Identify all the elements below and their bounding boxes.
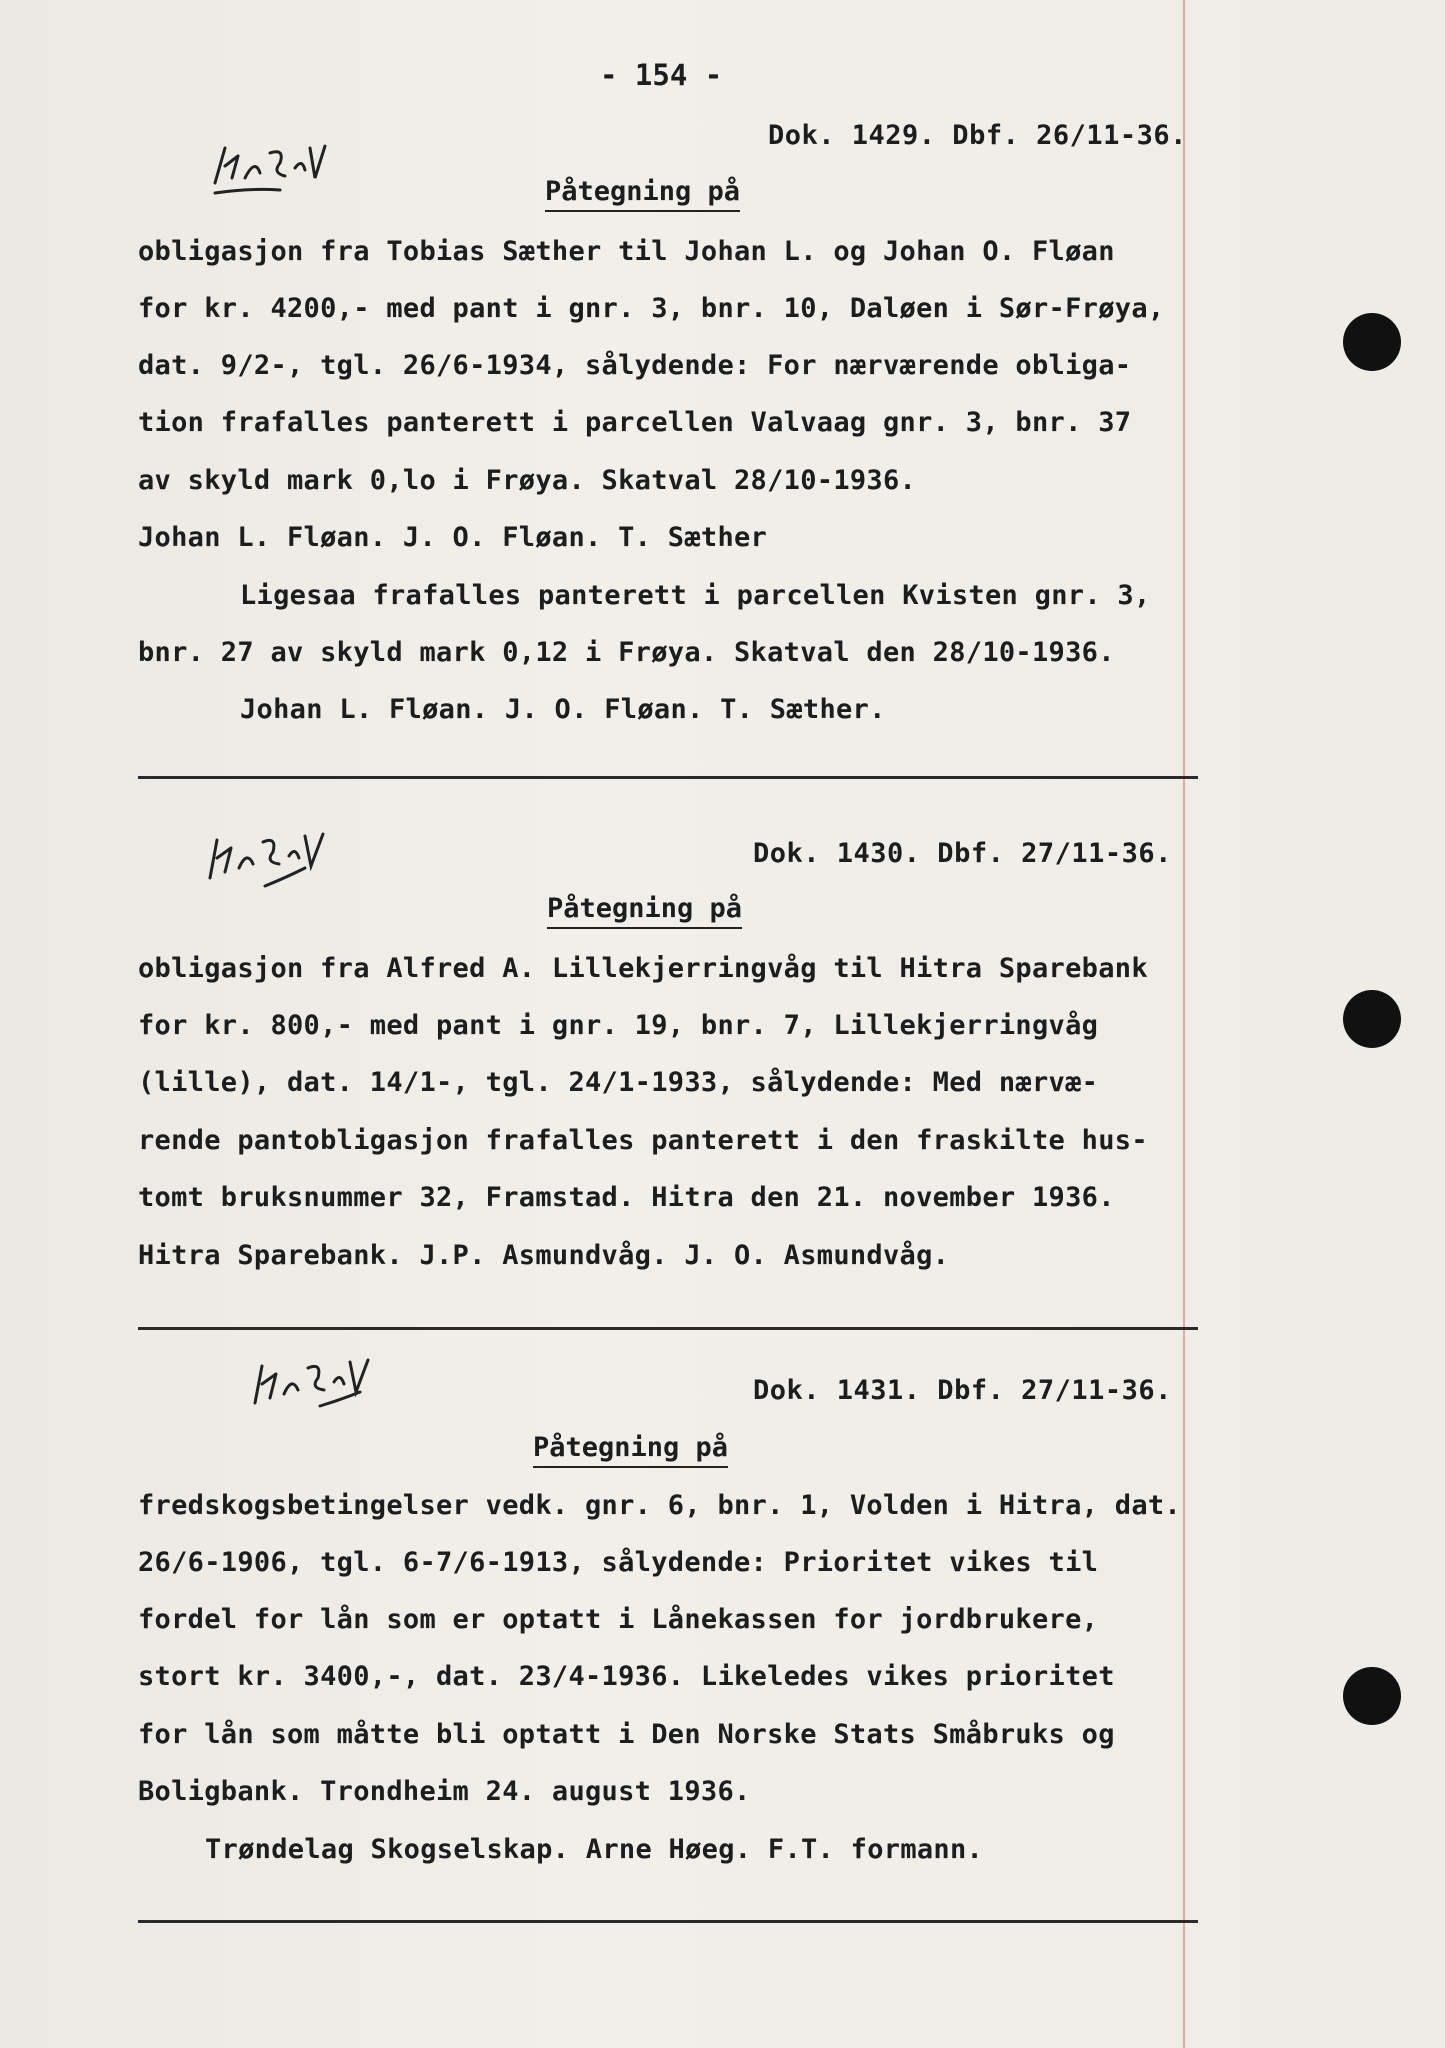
punch-hole <box>1343 313 1401 371</box>
page-number: - 154 - <box>600 58 723 92</box>
text-line: av skyld mark 0,lo i Frøya. Skatval 28/10-1936. <box>138 465 917 496</box>
text-line: tion frafalles panterett i parcellen Valvaag gnr. 3, bnr. 37 <box>138 407 1132 438</box>
punch-hole <box>1343 990 1401 1048</box>
text-line: 26/6-1906, tgl. 6-7/6-1913, sålydende: Prioritet vikes til <box>138 1547 1099 1578</box>
margin-line <box>1183 0 1185 2048</box>
signature-line: Johan L. Fløan. J. O. Fløan. T. Sæther. <box>240 694 886 725</box>
text-line: fredskogsbetingelser vedk. gnr. 6, bnr. 1, Volden i Hitra, dat. <box>138 1490 1181 1521</box>
text-line: Ligesaa frafalles panterett i parcellen Kvisten gnr. 3, <box>240 580 1151 611</box>
doc-reference: Dok. 1430. Dbf. 27/11-36. <box>753 838 1172 869</box>
section-divider <box>138 776 1198 779</box>
handwritten-note <box>210 138 360 198</box>
text-line: dat. 9/2-, tgl. 26/6-1934, sålydende: For nærværende obliga- <box>138 350 1132 381</box>
text-line: obligasjon fra Alfred A. Lillekjerringvåg til Hitra Sparebank <box>138 953 1148 984</box>
text-line: for lån som måtte bli optatt i Den Norske Stats Småbruks og <box>138 1719 1115 1750</box>
handwritten-note <box>205 828 355 888</box>
text-line: fordel for lån som er optatt i Lånekassen for jordbrukere, <box>138 1604 1099 1635</box>
signature-line: Trøndelag Skogselskap. Arne Høeg. F.T. formann. <box>205 1834 984 1865</box>
entry-heading: Påtegning på <box>533 1432 728 1468</box>
doc-reference: Dok. 1429. Dbf. 26/11-36. <box>768 120 1187 151</box>
section-divider <box>138 1920 1198 1923</box>
text-line: bnr. 27 av skyld mark 0,12 i Frøya. Skatval den 28/10-1936. <box>138 637 1115 668</box>
doc-reference: Dok. 1431. Dbf. 27/11-36. <box>753 1375 1172 1406</box>
text-line: for kr. 800,- med pant i gnr. 19, bnr. 7, Lillekjerringvåg <box>138 1010 1099 1041</box>
handwritten-note <box>250 1348 400 1408</box>
entry-heading: Påtegning på <box>545 176 740 212</box>
text-line: for kr. 4200,- med pant i gnr. 3, bnr. 10, Daløen i Sør-Frøya, <box>138 293 1165 324</box>
text-line: stort kr. 3400,-, dat. 23/4-1936. Likeledes vikes prioritet <box>138 1661 1115 1692</box>
signature-line: Hitra Sparebank. J.P. Asmundvåg. J. O. Asmundvåg. <box>138 1240 950 1271</box>
text-line: Boligbank. Trondheim 24. august 1936. <box>138 1776 751 1807</box>
entry-heading: Påtegning på <box>547 893 742 929</box>
text-line: rende pantobligasjon frafalles panterett i den fraskilte hus- <box>138 1125 1148 1156</box>
signature-line: Johan L. Fløan. J. O. Fløan. T. Sæther <box>138 522 768 553</box>
section-divider <box>138 1327 1198 1330</box>
punch-hole <box>1343 1667 1401 1725</box>
text-line: tomt bruksnummer 32, Framstad. Hitra den 21. november 1936. <box>138 1182 1115 1213</box>
text-line: obligasjon fra Tobias Sæther til Johan L. og Johan O. Fløan <box>138 236 1115 267</box>
text-line: (lille), dat. 14/1-, tgl. 24/1-1933, sålydende: Med nærvæ- <box>138 1067 1099 1098</box>
